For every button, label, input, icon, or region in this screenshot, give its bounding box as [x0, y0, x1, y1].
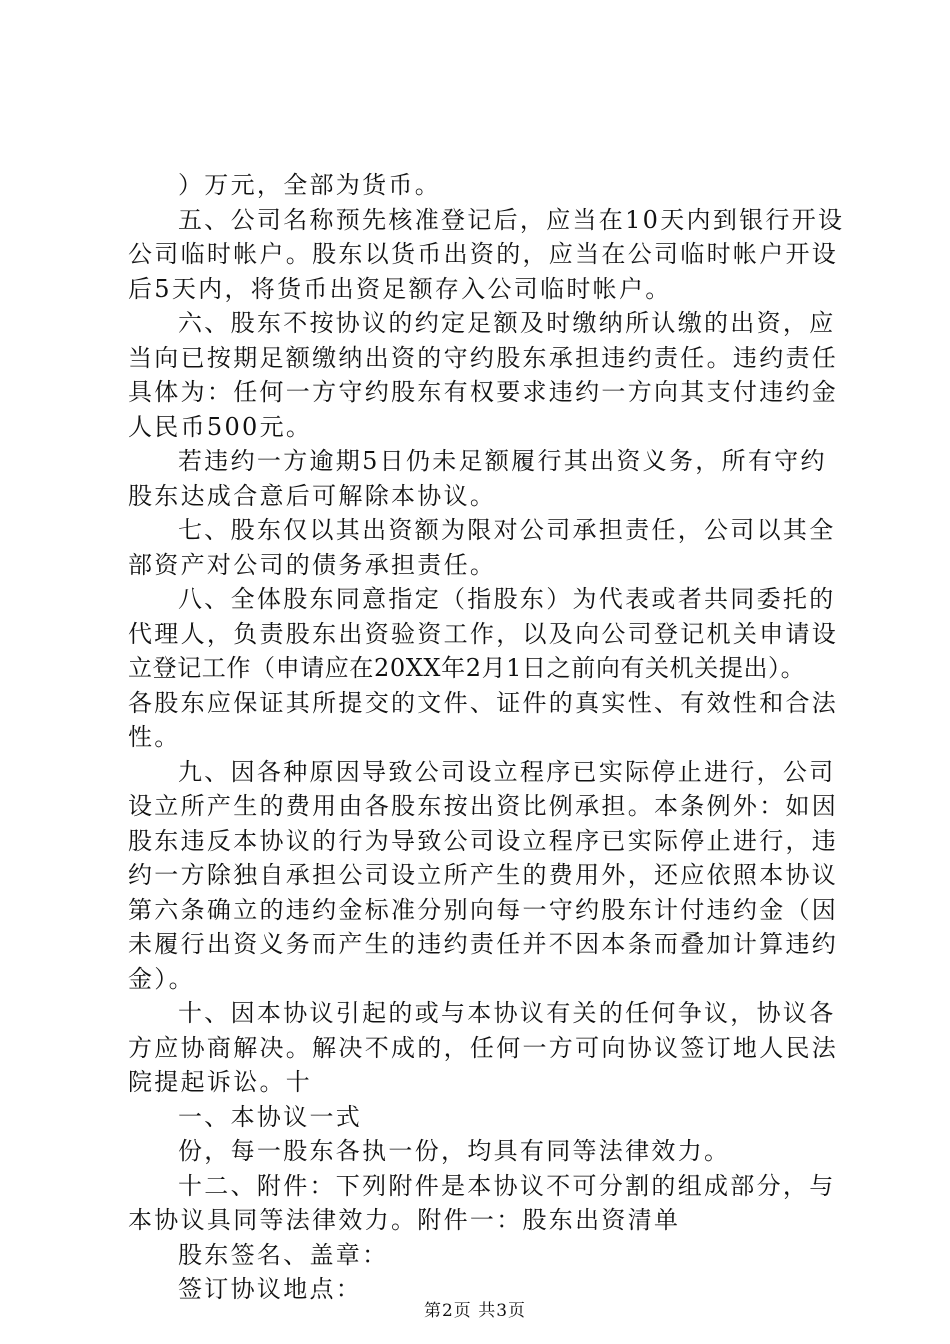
text-line: 金）。 — [128, 965, 195, 993]
text-line: 八、全体股东同意指定（指股东）为代表或者共同委托的 — [178, 585, 836, 613]
text-line: 第六条确立的违约金标准分别向每一守约股东计付违约金（因 — [128, 896, 839, 924]
text-line: 人民币500元。 — [128, 413, 313, 441]
text-line: 六、股东不按协议的约定足额及时缴纳所认缴的出资，应 — [178, 309, 836, 337]
text-line: 份，每一股东各执一份，均具有同等法律效力。 — [178, 1137, 731, 1165]
text-line: 十、因本协议引起的或与本协议有关的任何争议，协议各 — [178, 999, 836, 1027]
text-line: 股东达成合意后可解除本协议。 — [128, 482, 497, 510]
text-line: 性。 — [128, 723, 181, 751]
text-line: 后5天内，将货币出资足额存入公司临时帐户。 — [128, 275, 672, 303]
text-line: 方应协商解决。解决不成的，任何一方可向协议签订地人民法 — [128, 1034, 839, 1062]
text-line: 公司临时帐户。股东以货币出资的，应当在公司临时帐户开设 — [128, 240, 839, 268]
text-line: 部资产对公司的债务承担责任。 — [128, 551, 497, 579]
text-line: ）万元，全部为货币。 — [178, 171, 441, 199]
text-line: 五、公司名称预先核准登记后，应当在10天内到银行开设 — [178, 206, 845, 234]
text-line: 九、因各种原因导致公司设立程序已实际停止进行，公司 — [178, 758, 836, 786]
text-line: 约一方除独自承担公司设立所产生的费用外，还应依照本协议 — [128, 861, 839, 889]
text-line: 股东违反本协议的行为导致公司设立程序已实际停止进行，违 — [128, 827, 839, 855]
text-line: 七、股东仅以其出资额为限对公司承担责任，公司以其全 — [178, 516, 836, 544]
text-line: 未履行出资义务而产生的违约责任并不因本条而叠加计算违约 — [128, 930, 839, 958]
text-line: 签订协议地点： — [178, 1275, 363, 1303]
text-line: 若违约一方逾期5日仍未足额履行其出资义务，所有守约 — [178, 447, 827, 475]
text-line: 本协议具同等法律效力。附件一：股东出资清单 — [128, 1206, 681, 1234]
text-line: 立登记工作（申请应在20XX年2月1日之前向有关机关提出）。 — [128, 654, 806, 682]
text-line: 当向已按期足额缴纳出资的守约股东承担违约责任。违约责任 — [128, 344, 839, 372]
text-line: 十二、附件：下列附件是本协议不可分割的组成部分，与 — [178, 1172, 836, 1200]
text-line: 代理人，负责股东出资验资工作，以及向公司登记机关申请设 — [128, 620, 839, 648]
text-line: 具体为：任何一方守约股东有权要求违约一方向其支付违约金 — [128, 378, 839, 406]
text-line: 一、本协议一式 — [178, 1103, 363, 1131]
text-line: 各股东应保证其所提交的文件、证件的真实性、有效性和合法 — [128, 689, 839, 717]
text-line: 院提起诉讼。十 — [128, 1068, 313, 1096]
text-line: 设立所产生的费用由各股东按出资比例承担。本条例外：如因 — [128, 792, 839, 820]
text-line: 股东签名、盖章： — [178, 1241, 389, 1269]
page-number-footer: 第2页 共3页 — [423, 1301, 527, 1321]
